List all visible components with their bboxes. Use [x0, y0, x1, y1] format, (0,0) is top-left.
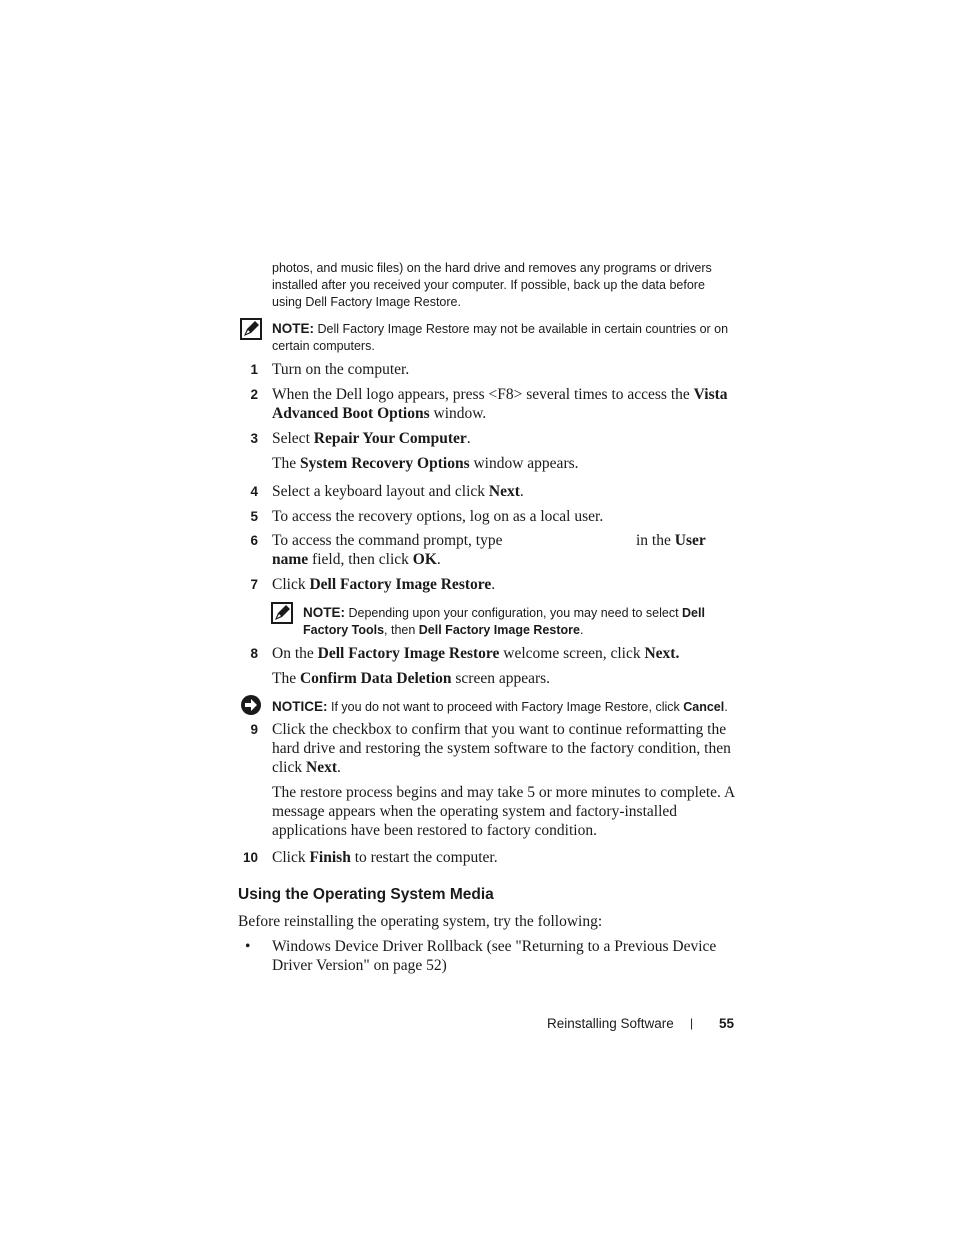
- step-10-post: to restart the computer.: [350, 849, 498, 866]
- top-line-2: installed after you received your computer. If possible, back up the data before: [272, 278, 705, 292]
- section-heading: Using the Operating System Media: [238, 886, 494, 903]
- note-label: NOTE:: [272, 321, 314, 336]
- step-9-line-3-post: .: [337, 759, 341, 776]
- step-6-mid: [636, 531, 706, 550]
- step-2-post: window.: [429, 405, 487, 422]
- step-number: 10: [242, 850, 258, 865]
- note-pencil-icon: [240, 318, 262, 340]
- step-6-post: field, then click: [308, 551, 413, 568]
- bullet-marker: •: [245, 938, 251, 955]
- step-10-bold: Finish: [309, 849, 351, 866]
- step-2-bold-options: Advanced Boot Options: [272, 405, 430, 422]
- step-9-sub-2: message appears when the operating system and factory-installed: [272, 803, 678, 820]
- step-6-bold-user: User: [674, 532, 706, 549]
- step-8-pre: On the: [272, 645, 318, 662]
- step-4-text: [272, 482, 524, 501]
- step-6-bold-ok: OK: [412, 551, 437, 568]
- step-2-pre: When the Dell logo appears, press <F8> several times to access the: [272, 386, 694, 403]
- step-9-sub-1: The restore process begins and may take 5 or more minutes to complete. A: [272, 784, 736, 801]
- step-1-text: Turn on the computer.: [272, 361, 410, 378]
- note-2-pre: Depending upon your configuration, you may need to select: [345, 606, 683, 620]
- step-2-bold-vista: Vista: [693, 386, 728, 403]
- step-number: 2: [250, 387, 258, 402]
- top-line-3: using Dell Factory Image Restore.: [272, 295, 461, 309]
- step-8-sub-bold: Confirm Data Deletion: [299, 670, 452, 687]
- step-8-bold: Dell Factory Image Restore: [317, 645, 500, 662]
- step-9-text: [272, 720, 747, 777]
- note-2-post: .: [579, 623, 584, 637]
- note-2-bold-dell: Dell: [682, 606, 705, 620]
- step-6-bold-name: name: [272, 551, 309, 568]
- notice-bold-cancel: Cancel: [683, 700, 725, 714]
- step-9-line-1: Click the checkbox to confirm that you want to continue reformatting the: [272, 721, 727, 738]
- step-9-line-2: hard drive and restoring the system software to the factory condition, then: [272, 740, 731, 757]
- step-7-post: .: [491, 576, 496, 593]
- step-6-pre: To access the command prompt, type: [272, 532, 503, 549]
- footer-section-title: Reinstalling Software: [547, 1016, 674, 1031]
- notice-post: .: [724, 700, 728, 714]
- bullet-line-2: Driver Version" on page 52): [272, 957, 447, 974]
- step-6-line-2: [272, 550, 441, 569]
- step-number: 9: [250, 722, 258, 737]
- page-number: 55: [719, 1016, 735, 1031]
- step-7-pre: Click: [272, 576, 310, 593]
- note-pencil-icon: [271, 602, 293, 624]
- step-number: 7: [250, 577, 258, 592]
- step-8-sub-post: screen appears.: [451, 670, 551, 687]
- step-9-sub-3: applications have been restored to factory condition.: [272, 822, 597, 839]
- step-number: 1: [250, 362, 258, 377]
- step-3-sub-post: window appears.: [469, 455, 579, 472]
- notice-pre: If you do not want to proceed with Factory Image Restore, click: [327, 700, 684, 714]
- step-4-pre: Select a keyboard layout and click: [272, 483, 489, 500]
- step-4-bold: Next: [488, 483, 520, 500]
- step-3-pre: Select: [272, 430, 314, 447]
- bullet-line-1: Windows Device Driver Rollback (see "Returning to a Previous Device: [272, 938, 717, 955]
- step-5-text: To access the recovery options, log on as a local user.: [272, 508, 604, 525]
- note-2-bold-tools: Factory Tools: [303, 623, 385, 637]
- top-line-1: photos, and music files) on the hard drive and removes any programs or drivers: [272, 261, 712, 275]
- step-2-text: [272, 385, 742, 423]
- section-intro: Before reinstalling the operating system, try the following:: [238, 913, 603, 930]
- step-3-text: [272, 429, 471, 448]
- step-6-end: .: [436, 551, 441, 568]
- note-1-line-2: certain computers.: [272, 339, 375, 353]
- step-10-pre: Click: [272, 849, 310, 866]
- step-8-bold-next: Next.: [644, 645, 680, 662]
- note-2-mid: , then: [384, 623, 419, 637]
- notice-label: NOTICE:: [272, 699, 328, 714]
- step-7-text: [272, 575, 495, 594]
- step-8-sub-pre: The: [272, 670, 300, 687]
- step-9-bold-next: Next: [306, 759, 337, 776]
- top-paragraph: [272, 260, 712, 311]
- step-6-mid-text: in the: [636, 532, 675, 549]
- note-label: NOTE:: [303, 605, 345, 620]
- step-number: 4: [250, 484, 258, 499]
- step-3-sub: [272, 454, 579, 473]
- step-7-bold: Dell Factory Image Restore: [309, 576, 492, 593]
- note-1: [272, 320, 728, 355]
- step-10-text: [272, 848, 498, 867]
- notice-arrow-icon: [240, 694, 262, 716]
- step-9-line-3-pre: click: [272, 759, 306, 776]
- step-number: 5: [250, 509, 258, 524]
- footer-separator: |: [690, 1016, 694, 1030]
- step-9-sub: [272, 783, 747, 840]
- step-3-sub-bold: System Recovery Options: [299, 455, 470, 472]
- step-8-mid: welcome screen, click: [499, 645, 645, 662]
- notice: [272, 698, 752, 716]
- step-8-text: [272, 644, 679, 663]
- step-8-sub: [272, 669, 550, 688]
- step-4-post: .: [519, 483, 524, 500]
- step-number: 3: [250, 431, 258, 446]
- step-number: 6: [250, 533, 258, 548]
- note-1-line-1: Dell Factory Image Restore may not be available in certain countries or on: [314, 322, 729, 336]
- step-3-post: .: [466, 430, 471, 447]
- note-2: [303, 604, 743, 639]
- note-2-bold-restore: Dell Factory Image Restore: [418, 623, 580, 637]
- step-3-sub-pre: The: [272, 455, 300, 472]
- bullet-item: [272, 937, 747, 975]
- step-number: 8: [250, 646, 258, 661]
- step-3-bold: Repair Your Computer: [313, 430, 467, 447]
